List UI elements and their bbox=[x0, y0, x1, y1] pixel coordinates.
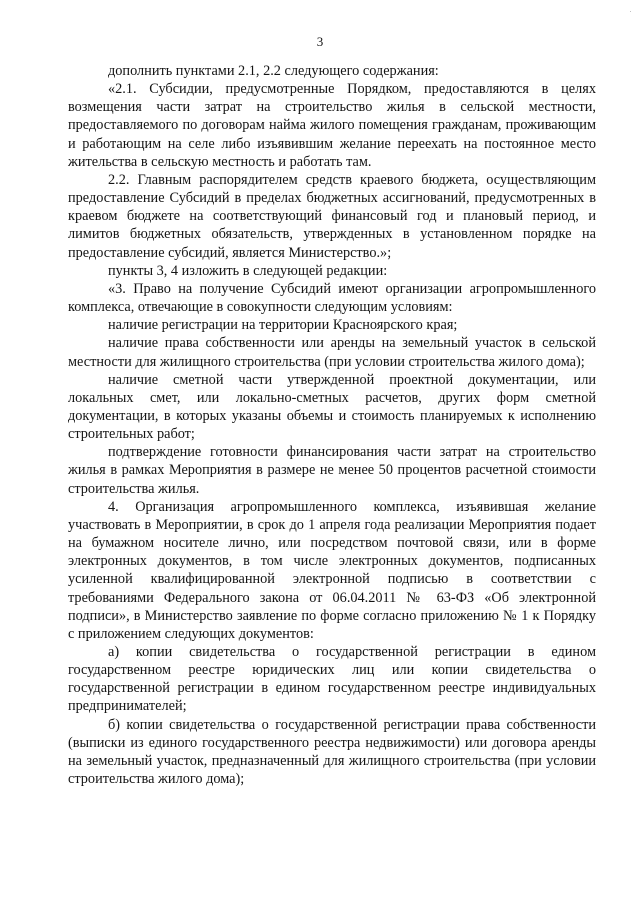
paragraph-condition-estimate: наличие сметной части утвержденной проектной документации, или локальных смет, или локально-сметных расчетов, других форм сметной документации, в которых указаны объемы и стоимость планируемых к исполнению строительных работ; bbox=[68, 371, 596, 443]
paragraph-clause-4: 4. Организация агропромышленного комплекса, изъявившая желание участвовать в Мероприятии, в срок до 1 апреля года реализации Мероприятия подает на бумажном носителе лично, или посредством почтовой связи, или в форме электронных документов, в том числе электронных документов, подписанных усиленной квалифицированной электронной подписью в соответствии с требованиями Федерального закона от 06.04.2011 № 63-ФЗ «Об электронной подписи», в Министерство заявление по форме согласно приложению № 1 к Порядку с приложением следующих документов: bbox=[68, 498, 596, 642]
page-number: 3 bbox=[316, 34, 324, 49]
paragraph-clause-2-1: «2.1. Субсидии, предусмотренные Порядком, предоставляются в целях возмещения части затрат на строительство жилья в сельской местности, предоставляемого по договорам найма жилого помещения гражданам, проживающим и работающим на селе либо изъявившим желание переехать на постоянное место жительства в сельскую местность и работать там. bbox=[68, 81, 596, 170]
paragraph-document-a: а) копии свидетельства о государственной регистрации в едином государственном реестре юридических лиц или копии свидетельства о государственной регистрации в едином государственном реестре индивидуальных предпринимателей; bbox=[68, 644, 596, 715]
corner-mark: · bbox=[629, 6, 632, 16]
paragraph-condition-land-rights: наличие права собственности или аренды на земельный участок в сельской местности для жилищного строительства (при условии строительства жилого дома); bbox=[68, 335, 596, 370]
paragraph-points-3-4-intro: пункты 3, 4 изложить в следующей редакции: bbox=[108, 262, 388, 279]
paragraph-amendment-intro: дополнить пунктами 2.1, 2.2 следующего содержания: bbox=[108, 63, 439, 79]
paragraph-document-b: б) копии свидетельства о государственной регистрации права собственности (выписки из единого государственного реестра недвижимости) или договора аренды на земельный участок, предназначенный для жилищного строительства (при условии строительства жилого дома); bbox=[68, 716, 596, 788]
paragraph-clause-3: «3. Право на получение Субсидий имеют организации агропромышленного комплекса, отвечающие в совокупности следующим условиям: bbox=[68, 280, 596, 316]
document-body bbox=[68, 62, 596, 788]
paragraph-clause-2-2: 2.2. Главным распорядителем средств краевого бюджета, осуществляющим предоставление Субсидий в пределах бюджетных ассигнований, предусмотренных в краевом бюджете на соответствующий финансовый год и плановый период, и лимитов бюджетных обязательств, утвержденных в установленном порядке на предоставление субсидий, является Министерство.»; bbox=[68, 171, 596, 261]
paragraph-condition-financing: подтверждение готовности финансирования части затрат на строительство жилья в рамках Мероприятия в размере не менее 50 процентов расчетной стоимости строительства жилья. bbox=[68, 444, 596, 497]
paragraph-condition-registration: наличие регистрации на территории Красноярского края; bbox=[108, 317, 458, 334]
